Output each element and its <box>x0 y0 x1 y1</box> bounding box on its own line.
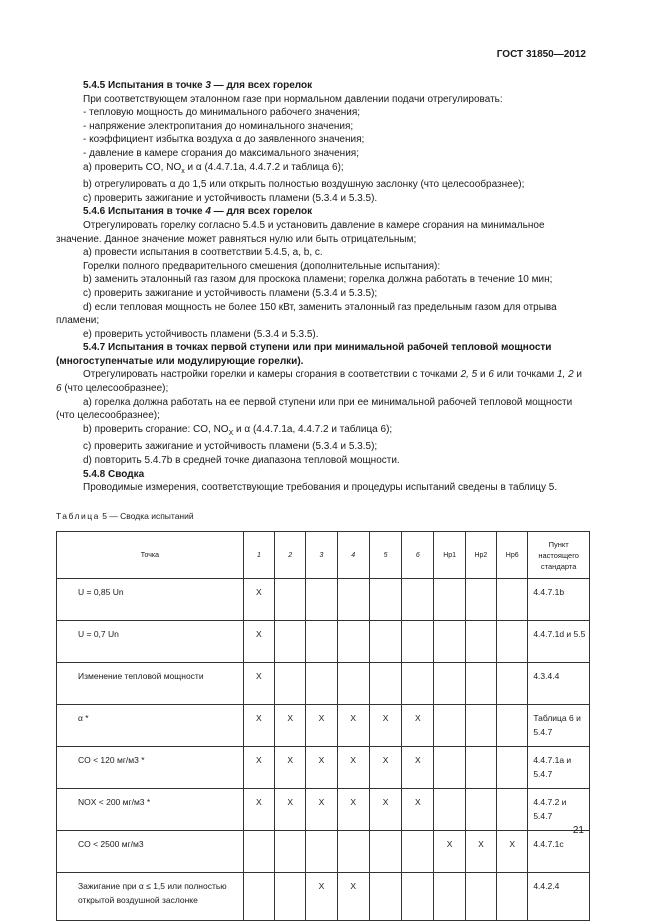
table-caption: Таблица 5 — Сводка испытаний <box>56 510 194 521</box>
standard-header: ГОСТ 31850—2012 <box>496 49 586 60</box>
step-b: b) заменить эталонный газ газом для проскока пламени; горелка должна работать в течение 10 мин; <box>83 274 553 286</box>
mark-cell <box>434 579 465 621</box>
table-row <box>57 747 590 789</box>
row-label: α * <box>57 705 244 747</box>
list-item: - коэффициент избытка воздуха α до заявленного значения; <box>83 134 365 146</box>
mark-cell <box>337 621 369 663</box>
mark-cell: X <box>306 873 337 921</box>
section-5-4-8-heading: 5.4.8 Сводка <box>83 468 145 480</box>
column-header: Hp1 <box>434 532 465 579</box>
table-row <box>57 621 590 663</box>
mark-cell: X <box>402 747 434 789</box>
mark-cell: X <box>337 705 369 747</box>
step-d: d) повторить 5.4.7b в средней точке диапазона тепловой мощности. <box>83 455 400 467</box>
row-label: U = 0,7 Un <box>57 621 244 663</box>
section-5-4-5-intro: При соответствующем эталонном газе при нормальном давлении подачи отрегулировать: <box>83 93 503 105</box>
mark-cell <box>497 747 528 789</box>
step-c: c) проверить зажигание и устойчивость пламени (5.3.4 и 5.3.5). <box>83 192 378 204</box>
mark-cell <box>369 831 401 873</box>
page-number: 21 <box>572 825 584 836</box>
mark-cell: X <box>275 705 306 747</box>
mark-cell <box>465 873 496 921</box>
step-c: c) проверить зажигание и устойчивость пламени (5.3.4 и 5.3.5); <box>83 441 378 453</box>
mark-cell <box>497 873 528 921</box>
mark-cell: X <box>306 747 337 789</box>
section-5-4-6-heading: 5.4.6 Испытания в точке 4 — для всех горелок <box>83 206 313 218</box>
mark-cell <box>337 579 369 621</box>
mark-cell <box>402 579 434 621</box>
mark-cell <box>465 747 496 789</box>
mark-cell: X <box>337 789 369 831</box>
mark-cell <box>275 621 306 663</box>
list-item: - напряжение электропитания до номинального значения; <box>83 120 354 132</box>
mark-cell <box>306 579 337 621</box>
summary-table <box>56 531 590 921</box>
mark-cell: X <box>243 663 274 705</box>
mark-cell: X <box>465 831 496 873</box>
mark-cell <box>497 789 528 831</box>
mark-cell <box>275 831 306 873</box>
mark-cell <box>497 663 528 705</box>
step-a: a) провести испытания в соответствии 5.4.5, a, b, c. <box>83 247 323 259</box>
row-label: Изменение тепловой мощности <box>57 663 244 705</box>
clause-cell: 4.4.2.4 <box>528 873 590 921</box>
column-header: 1 <box>243 532 274 579</box>
section-5-4-5-heading: 5.4.5 Испытания в точке 3 — для всех горелок <box>83 80 313 91</box>
row-label: CO < 2500 мг/м3 <box>57 831 244 873</box>
row-label: NOX < 200 мг/м3 * <box>57 789 244 831</box>
mark-cell: X <box>497 831 528 873</box>
mark-cell: X <box>275 789 306 831</box>
mark-cell: X <box>402 705 434 747</box>
premix-note: Горелки полного предварительного смешения (дополнительные испытания): <box>83 260 441 272</box>
table-row <box>57 831 590 873</box>
table-row <box>57 705 590 747</box>
mark-cell <box>434 873 465 921</box>
mark-cell <box>497 621 528 663</box>
mark-cell <box>402 621 434 663</box>
mark-cell <box>402 831 434 873</box>
mark-cell: X <box>275 747 306 789</box>
section-5-4-7-heading: 5.4.7 Испытания в точках первой ступени или при минимальной рабочей тепловой мощности (многоступенчатые или модулирующие горелки). <box>56 342 552 367</box>
clause-cell: 4.4.7.1a и 5.4.7 <box>528 747 590 789</box>
mark-cell <box>275 663 306 705</box>
mark-cell: X <box>369 747 401 789</box>
column-header: Пункт настоящего стандарта <box>528 532 590 579</box>
mark-cell: X <box>243 579 274 621</box>
mark-cell <box>369 873 401 921</box>
row-label: CO < 120 мг/м3 * <box>57 747 244 789</box>
mark-cell <box>369 663 401 705</box>
section-5-4-6-paragraph: Отрегулировать горелку согласно 5.4.5 и установить давление в камере сгорания на минимальное значение. Данное значение может равняться нулю или быть отрицательным; <box>56 219 545 245</box>
section-5-4-7-paragraph: Отрегулировать настройки горелки и камеры сгорания в соответствии с точками 2, 5 и 6 или точками 1, 2 и 6 (что целесообразнее); <box>56 369 583 395</box>
step-e: e) проверить устойчивость пламени (5.3.4 и 5.3.5). <box>83 328 319 340</box>
mark-cell <box>497 579 528 621</box>
step-d: d) если тепловая мощность не более 150 кВт, заменить эталонный газ предельным газом для отрыва пламени; <box>56 301 557 327</box>
mark-cell: X <box>369 705 401 747</box>
mark-cell <box>306 621 337 663</box>
column-header: Hp6 <box>497 532 528 579</box>
step-a: a) горелка должна работать на ее первой ступени или при ее минимальной рабочей тепловой мощности (что целесообразнее); <box>56 396 573 422</box>
mark-cell: X <box>337 873 369 921</box>
mark-cell <box>275 579 306 621</box>
mark-cell <box>434 747 465 789</box>
mark-cell <box>402 873 434 921</box>
mark-cell <box>369 579 401 621</box>
mark-cell <box>465 621 496 663</box>
column-header: Hp2 <box>465 532 496 579</box>
mark-cell <box>306 663 337 705</box>
column-header: 5 <box>369 532 401 579</box>
mark-cell: X <box>369 789 401 831</box>
mark-cell <box>369 621 401 663</box>
mark-cell <box>465 789 496 831</box>
table-row <box>57 873 590 921</box>
table-row <box>57 663 590 705</box>
clause-cell: 4.4.7.1c <box>528 831 590 873</box>
mark-cell <box>497 705 528 747</box>
mark-cell <box>434 705 465 747</box>
mark-cell <box>243 873 274 921</box>
mark-cell: X <box>306 705 337 747</box>
mark-cell <box>306 831 337 873</box>
document-body <box>56 79 589 921</box>
row-label: Зажигание при α ≤ 1,5 или полностью открытой воздушной заслонке <box>57 873 244 921</box>
clause-cell: 4.3.4.4 <box>528 663 590 705</box>
column-header: 4 <box>337 532 369 579</box>
step-b: b) отрегулировать α до 1,5 или открыть полностью воздушную заслонку (что целесообразнее); <box>83 179 525 191</box>
mark-cell: X <box>243 747 274 789</box>
list-item: - тепловую мощность до минимального рабочего значения; <box>83 107 361 119</box>
mark-cell <box>402 663 434 705</box>
step-a: a) проверить CO, $NO_x$ и α (4.4.7.1a, 4.4.7.2 и таблица 6); <box>83 161 344 175</box>
mark-cell <box>465 663 496 705</box>
mark-cell <box>243 831 274 873</box>
mark-cell <box>275 873 306 921</box>
mark-cell: X <box>243 705 274 747</box>
mark-cell <box>465 705 496 747</box>
mark-cell: X <box>337 747 369 789</box>
list-item: - давление в камере сгорания до максимального значения; <box>83 147 359 159</box>
table-row <box>57 789 590 831</box>
step-c: c) проверить зажигание и устойчивость пламени (5.3.4 и 5.3.5); <box>83 287 378 299</box>
clause-cell: 4.4.7.2 и 5.4.7 <box>528 789 590 831</box>
clause-cell: Таблица 6 и 5.4.7 <box>528 705 590 747</box>
mark-cell <box>434 663 465 705</box>
row-label: U = 0,85 Un <box>57 579 244 621</box>
column-header: 6 <box>402 532 434 579</box>
table-row <box>57 579 590 621</box>
mark-cell: X <box>306 789 337 831</box>
mark-cell: X <box>243 789 274 831</box>
clause-cell: 4.4.7.1d и 5.5 <box>528 621 590 663</box>
section-5-4-8-paragraph: Проводимые измерения, соответствующие требования и процедуры испытаний сведены в таблицу 5. <box>83 482 558 494</box>
clause-cell: 4.4.7.1b <box>528 579 590 621</box>
table-header-row <box>57 532 590 579</box>
column-header: 3 <box>306 532 337 579</box>
mark-cell <box>465 579 496 621</box>
column-header: Точка <box>57 532 244 579</box>
mark-cell: X <box>243 621 274 663</box>
mark-cell: X <box>402 789 434 831</box>
mark-cell <box>337 663 369 705</box>
mark-cell <box>434 789 465 831</box>
mark-cell <box>337 831 369 873</box>
mark-cell: X <box>434 831 465 873</box>
mark-cell <box>434 621 465 663</box>
step-b: b) проверить сгорание: CO, $NO_X$ и α (4.4.7.1a, 4.4.7.2 и таблица 6); <box>83 423 393 437</box>
column-header: 2 <box>275 532 306 579</box>
